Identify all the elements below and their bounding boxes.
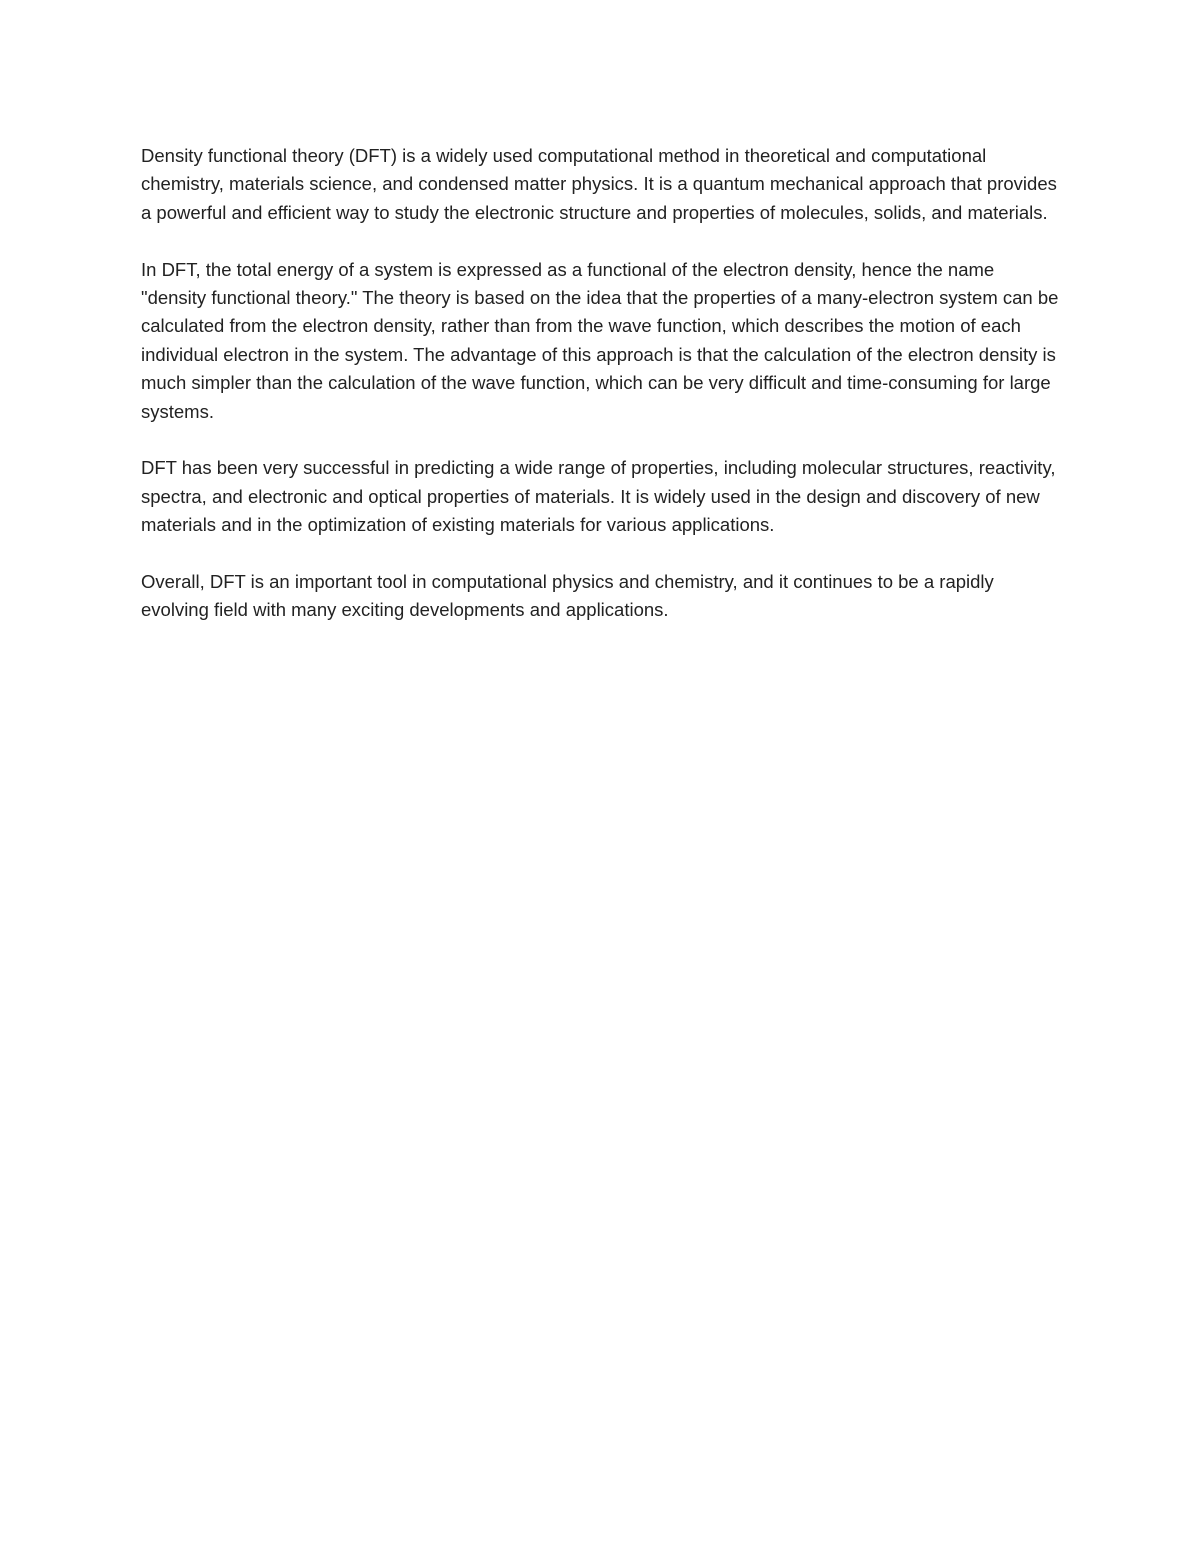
paragraph-3: DFT has been very successful in predicting a wide range of properties, including molecular structures, reactivity, spectra, and electronic and optical properties of materials. It is widely used in the design and discovery of new materials and in the optimization of existing materials for various applications. bbox=[141, 457, 1056, 536]
document-body bbox=[141, 142, 1059, 625]
paragraph-2: In DFT, the total energy of a system is expressed as a functional of the electron density, hence the name "density functional theory." The theory is based on the idea that the properties of a many-electron system can be calculated from the electron density, rather than from the wave function, which describes the motion of each individual electron in the system. The advantage of this approach is that the calculation of the electron density is much simpler than the calculation of the wave function, which can be very difficult and time-consuming for large systems. bbox=[141, 258, 1059, 422]
paragraph-1: Density functional theory (DFT) is a widely used computational method in theoretical and computational chemistry, materials science, and condensed matter physics. It is a quantum mechanical approach that provides a powerful and efficient way to study the electronic structure and properties of molecules, solids, and materials. bbox=[141, 145, 1057, 223]
paragraph-4: Overall, DFT is an important tool in computational physics and chemistry, and it continues to be a rapidly evolving field with many exciting developments and applications. bbox=[141, 571, 994, 621]
